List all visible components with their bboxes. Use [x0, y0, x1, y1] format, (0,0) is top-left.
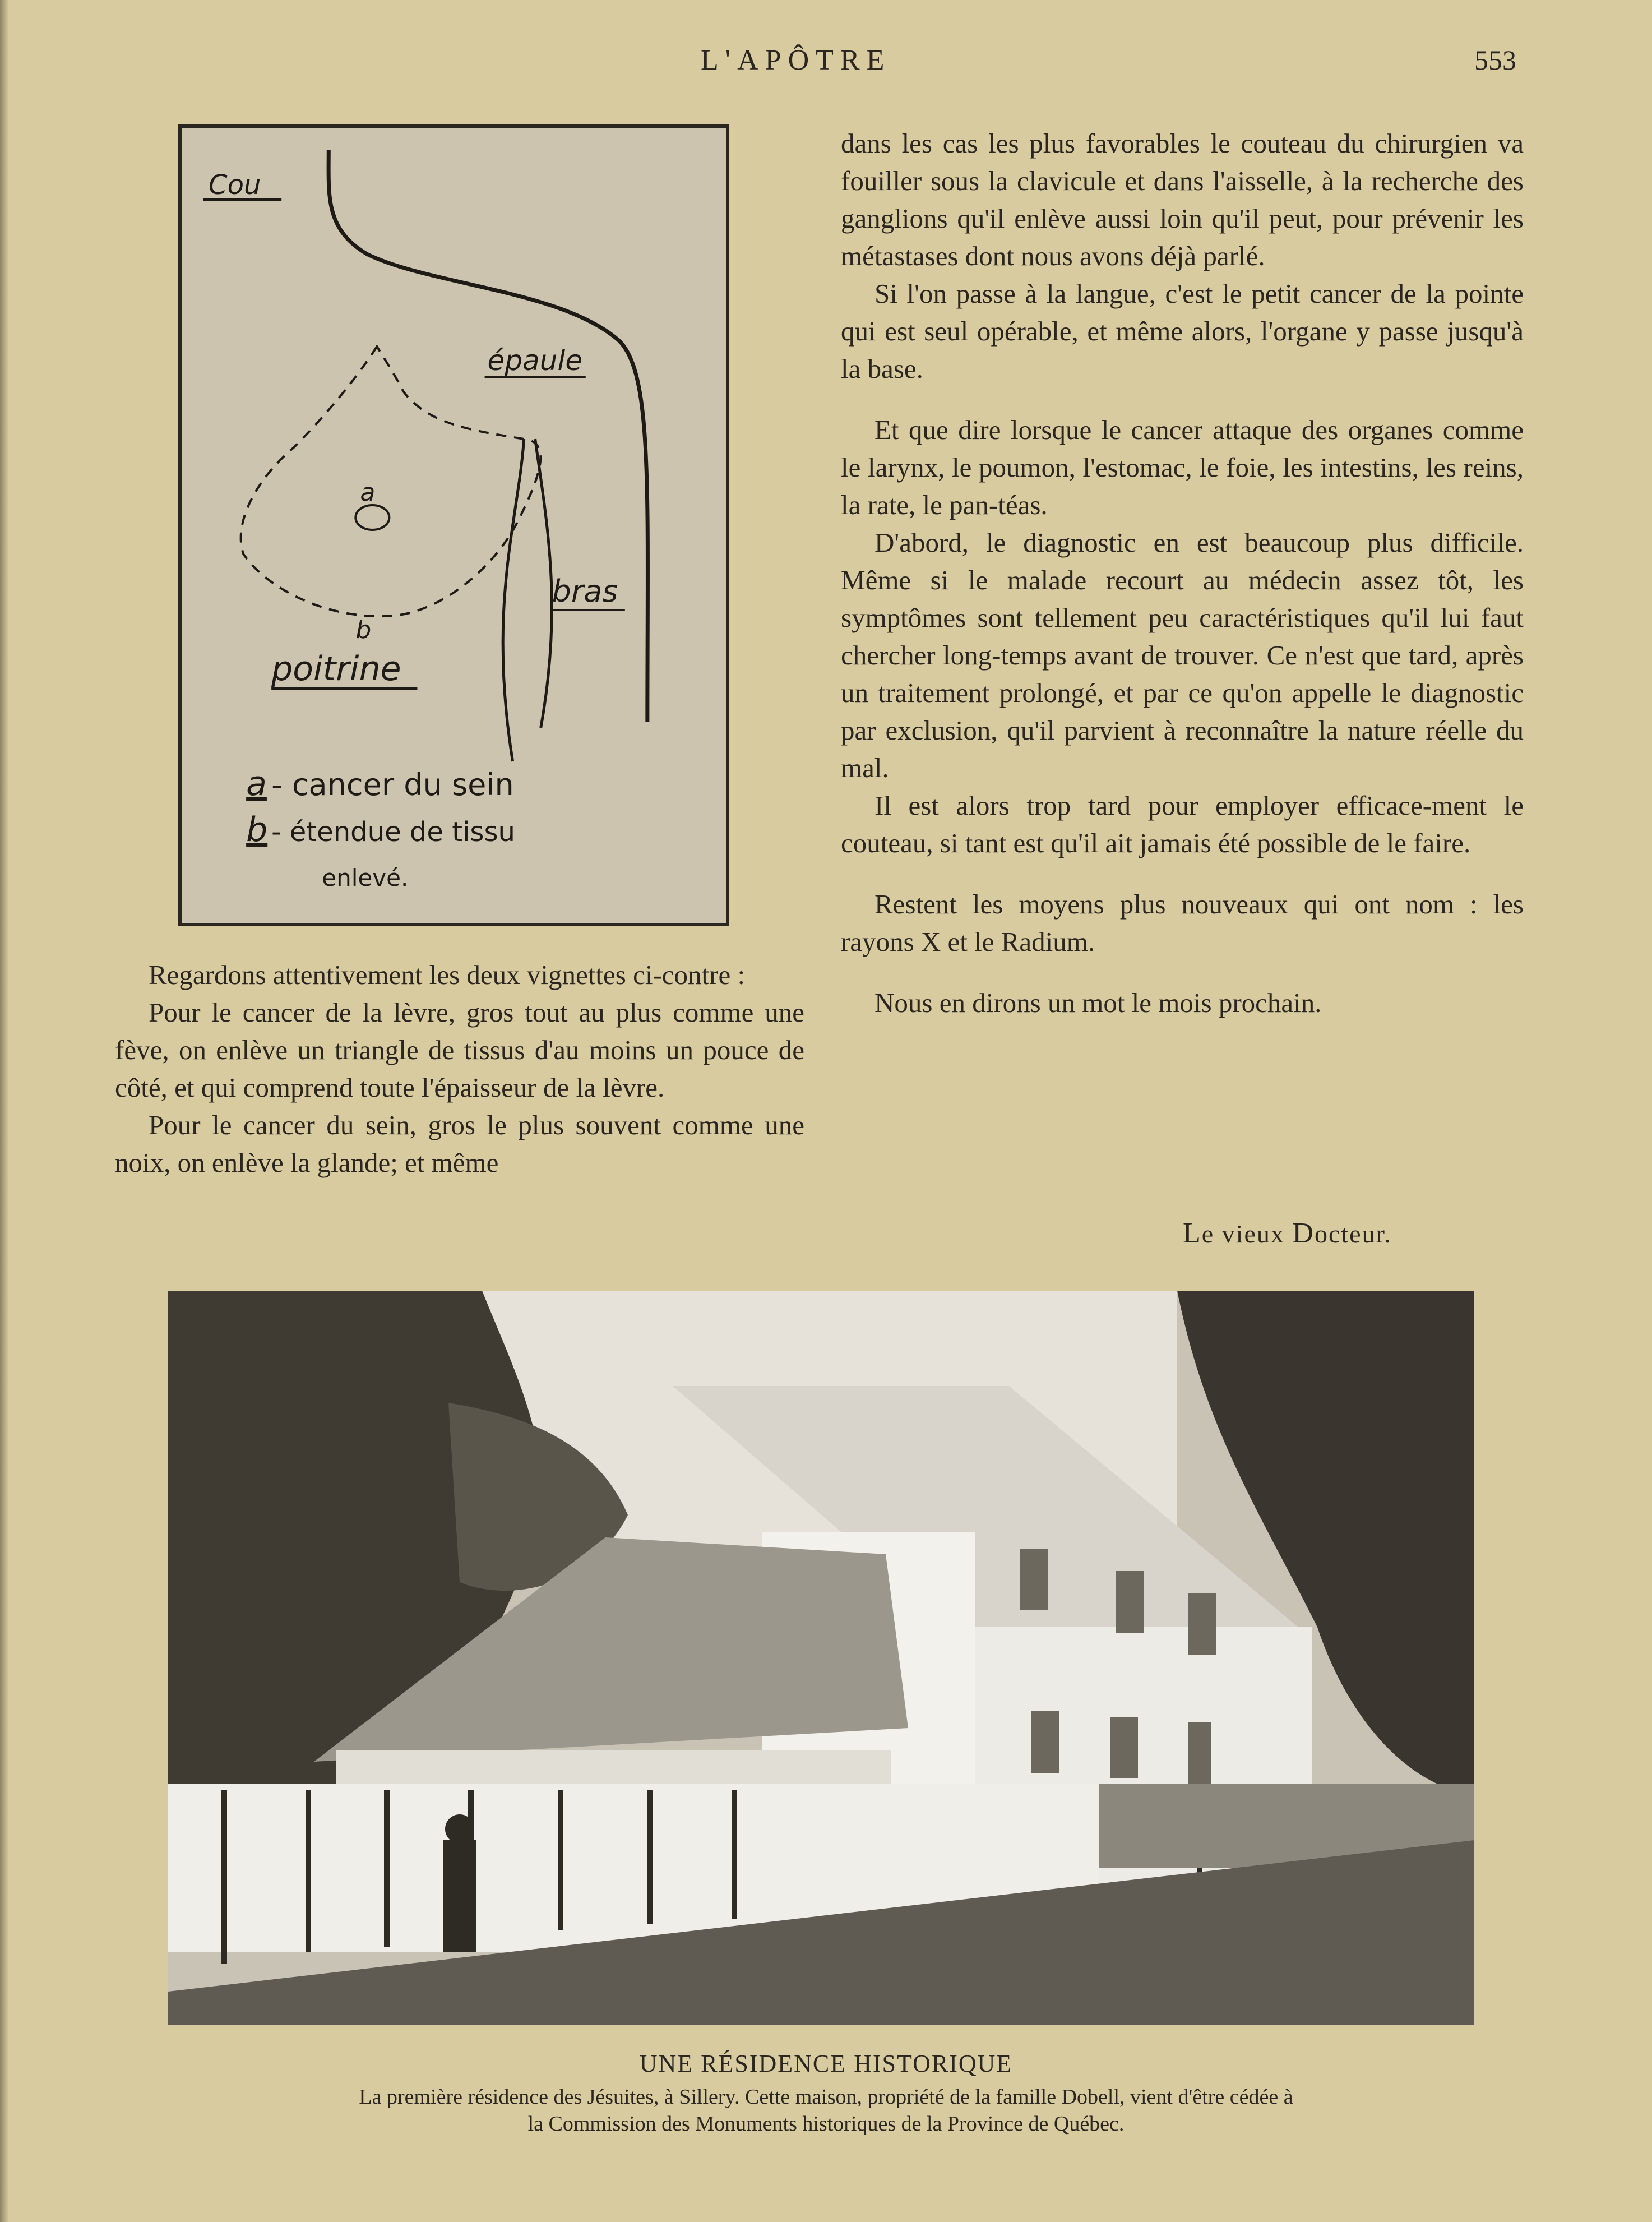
paragraph-gap — [841, 862, 1524, 885]
legend-key-a: a — [246, 764, 267, 803]
page-number: 553 — [1474, 44, 1516, 76]
photo-caption-line-1: La première résidence des Jésuites, à Sillery. Cette maison, propriété de la famille Dobell, vient d'être cédée à — [359, 2085, 1293, 2109]
right-paragraph-1: dans les cas les plus favorables le couteau du chirurgien va fouiller sous la clavicule et dans l'aisselle, à la recherche des ganglions qu'il enlève aussi loin qu'il peut, pour prévenir les métastases dont nous avons déjà parlé. — [841, 128, 1524, 271]
left-paragraph-1: Regardons attentivement les deux vignettes ci-contre : — [149, 959, 746, 990]
running-header-title: L'APÔTRE — [701, 44, 891, 76]
label-poitrine: poitrine — [271, 649, 401, 689]
signature-part-2: octeur. — [1314, 1219, 1392, 1248]
tumor-marker — [355, 505, 389, 530]
photo-rendering — [168, 1291, 1474, 2025]
right-paragraph-3: Et que dire lorsque le cancer attaque des organes comme le larynx, le poumon, l'estomac, le foie, les intestins, les reins, la rate, le pan-téas. — [841, 414, 1524, 520]
anatomy-sketch — [182, 128, 726, 923]
label-epaule: épaule — [487, 344, 583, 377]
right-paragraph-2: Si l'on passe à la langue, c'est le petit cancer de la pointe qui est seul opérable, et même alors, l'organe y passe jusqu'à la base. — [841, 278, 1524, 384]
arm-line-outer — [535, 439, 552, 728]
child-figure — [443, 1840, 476, 1952]
label-cou: Cou — [209, 169, 261, 201]
left-paragraph-2: Pour le cancer de la lèvre, gros tout au plus comme une fève, on enlève un triangle de tissus d'au moins un pouce de côté, et qui comprend toute l'épaisseur de la lèvre. — [115, 997, 804, 1103]
right-column — [841, 124, 1524, 1022]
mark-a: a — [360, 478, 376, 507]
signature-part-1: e vieux — [1201, 1219, 1293, 1248]
excision-dashed-line — [241, 347, 541, 616]
anatomy-diagram — [178, 124, 729, 926]
label-bras: bras — [552, 574, 618, 609]
signature-initial-1: L — [1183, 1217, 1202, 1249]
author-signature — [1183, 1217, 1392, 1250]
paragraph-gap — [841, 960, 1524, 984]
photo-caption-title: UNE RÉSIDENCE HISTORIQUE — [639, 2050, 1013, 2077]
legend-key-b: b — [246, 810, 268, 849]
legend-text-b-2: enlevé. — [322, 864, 409, 891]
legend-text-b: - étendue de tissu — [271, 816, 515, 848]
signature-initial-2: D — [1292, 1217, 1315, 1249]
photo-caption-line-2: la Commission des Monuments historiques de la Province de Québec. — [527, 2112, 1125, 2136]
shoulder-outline — [328, 150, 647, 722]
legend-text-a: - cancer du sein — [271, 767, 514, 802]
right-paragraph-4: D'abord, le diagnostic en est beaucoup plus difficile. Même si le malade recourt au médecin assez tôt, les symptômes sont tellement peu caractéristiques qu'il lui faut chercher long-temps avant de trouver. Ce n'est que tard, après un traitement prolongé, et par ce qu'on appelle le diagnostic par exclusion, qu'il parvient à reconnaître la nature réelle du mal. — [841, 527, 1524, 783]
mark-b: b — [355, 616, 372, 644]
right-paragraph-5: Il est alors trop tard pour employer efficace-ment le couteau, si tant est qu'il ait jamais été possible de le faire. — [841, 790, 1524, 858]
paragraph-gap — [841, 387, 1524, 411]
right-paragraph-6: Restent les moyens plus nouveaux qui ont nom : les rayons X et le Radium. — [841, 889, 1524, 957]
left-paragraph-3: Pour le cancer du sein, gros le plus souvent comme une noix, on enlève la glande; et même — [115, 1110, 804, 1178]
historic-residence-photo — [168, 1291, 1474, 2025]
arm-line-inner — [503, 439, 524, 761]
left-column — [115, 956, 804, 1181]
right-paragraph-7: Nous en dirons un mot le mois prochain. — [874, 987, 1322, 1018]
page-edge — [0, 0, 8, 2222]
